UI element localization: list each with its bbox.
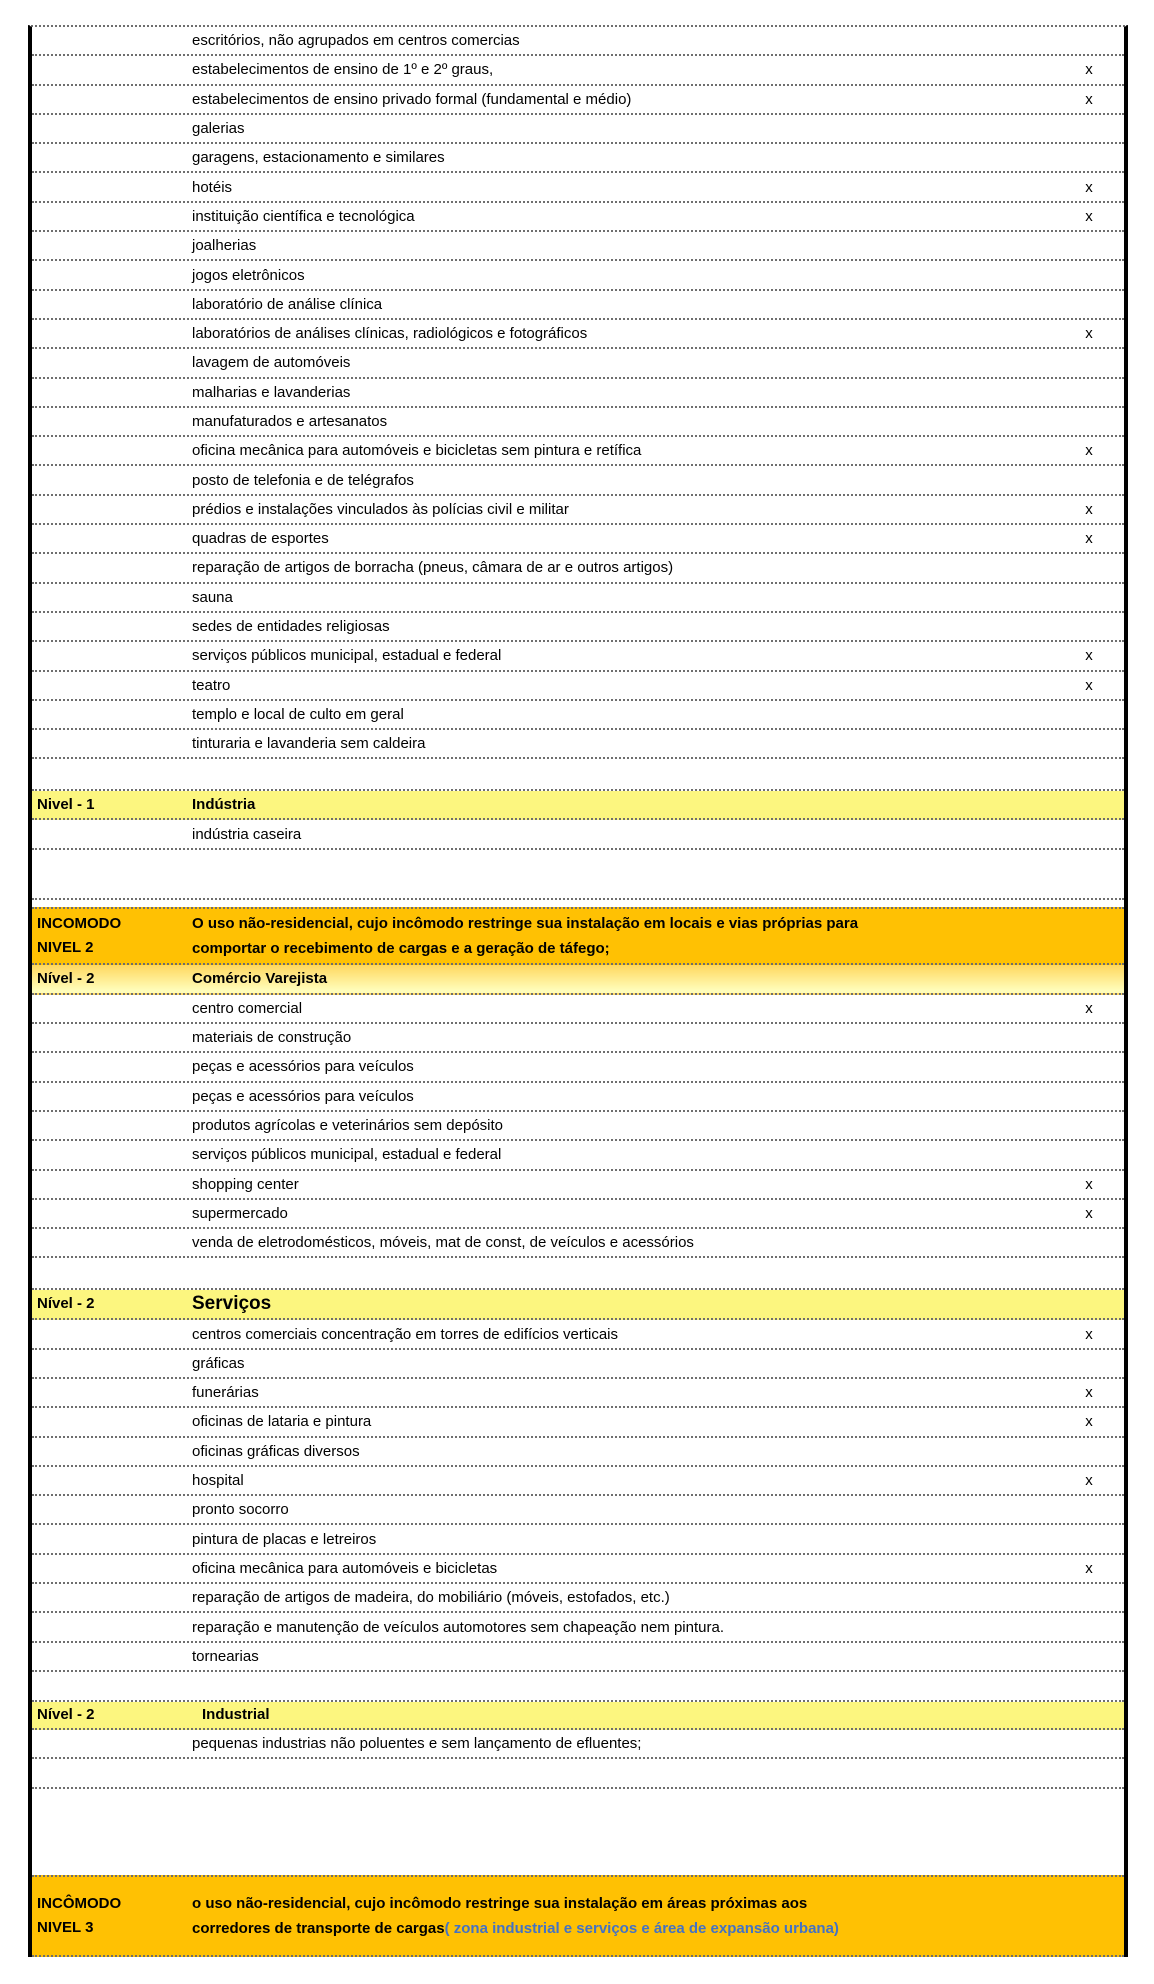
use-row	[32, 261, 1124, 290]
use-row	[32, 1141, 1124, 1170]
category-title: Serviços	[192, 1293, 272, 1315]
use-label: pequenas industrias não poluentes e sem lançamento de efluentes;	[192, 1735, 642, 1753]
x-mark-cell	[1054, 1176, 1124, 1193]
x-mark-cell	[1054, 677, 1124, 694]
use-row	[32, 115, 1124, 144]
use-label: venda de eletrodomésticos, móveis, mat de const, de veículos e acessórios	[192, 1234, 694, 1252]
x-mark-cell	[1054, 1413, 1124, 1430]
use-label: templo e local de culto em geral	[192, 705, 404, 723]
use-label: laboratório de análise clínica	[192, 295, 383, 313]
permitted-x-mark: x	[1085, 61, 1093, 79]
level-header-row	[32, 965, 1124, 995]
use-label: supermercado	[192, 1204, 288, 1222]
x-mark-cell	[1054, 1384, 1124, 1401]
use-row	[32, 379, 1124, 408]
incomodo-description	[192, 911, 1124, 961]
spacer-row	[32, 850, 1124, 900]
x-mark-cell	[1054, 179, 1124, 196]
x-mark-cell	[1054, 1205, 1124, 1222]
level-label: Nivel - 1	[37, 795, 95, 813]
use-row	[32, 1083, 1124, 1112]
x-mark-cell	[1054, 1560, 1124, 1577]
permitted-x-mark: x	[1085, 1384, 1093, 1402]
incomodo-level-label	[32, 1892, 192, 1940]
use-label: galerias	[192, 120, 245, 138]
use-label: peças e acessórios para veículos	[192, 1087, 414, 1105]
use-label: escritórios, não agrupados em centros comercias	[192, 32, 520, 50]
use-row	[32, 1320, 1124, 1349]
use-row	[32, 466, 1124, 495]
use-label: centros comerciais concentração em torres de edifícios verticais	[192, 1325, 619, 1343]
x-mark-cell	[1054, 501, 1124, 518]
use-row	[32, 1555, 1124, 1584]
level-header-row	[32, 791, 1124, 820]
permitted-x-mark: x	[1085, 676, 1093, 694]
x-mark-cell	[1054, 61, 1124, 78]
permitted-x-mark: x	[1085, 647, 1093, 665]
use-label: gráficas	[192, 1354, 245, 1372]
incomodo-level-label-line: NIVEL 2	[37, 938, 94, 956]
level-header-row	[32, 1702, 1124, 1730]
use-label: posto de telefonia e de telégrafos	[192, 471, 414, 489]
permitted-x-mark: x	[1085, 1175, 1093, 1193]
x-mark-cell	[1054, 530, 1124, 547]
x-mark-cell	[1054, 325, 1124, 342]
x-mark-cell	[1054, 1472, 1124, 1489]
use-row	[32, 349, 1124, 378]
use-label: joalherias	[192, 237, 257, 255]
use-label: instituição científica e tecnológica	[192, 207, 415, 225]
permitted-x-mark: x	[1085, 325, 1093, 343]
x-mark-cell	[1054, 1326, 1124, 1343]
use-row	[32, 820, 1124, 849]
incomodo-description-line	[192, 1891, 1124, 1916]
incomodo-description-line	[192, 936, 1124, 961]
use-row	[32, 1730, 1124, 1759]
use-label: serviços públicos municipal, estadual e federal	[192, 1146, 502, 1164]
use-label: reparação e manutenção de veículos automotores sem chapeação nem pintura.	[192, 1618, 724, 1636]
incomodo-header-row	[32, 907, 1124, 965]
permitted-x-mark: x	[1085, 1204, 1093, 1222]
incomodo-description-text: corredores de transporte de cargas	[192, 1920, 445, 1938]
use-label: garagens, estacionamento e similares	[192, 149, 445, 167]
level-label: Nível - 2	[37, 969, 95, 987]
permitted-x-mark: x	[1085, 1413, 1093, 1431]
use-label: oficina mecânica para automóveis e bicicletas sem pintura e retífica	[192, 442, 642, 460]
use-row	[32, 1350, 1124, 1379]
use-label: manufaturados e artesanatos	[192, 413, 388, 430]
use-row	[32, 584, 1124, 613]
use-row	[32, 1467, 1124, 1496]
use-label: estabelecimentos de ensino privado formal (fundamental e médio)	[192, 90, 632, 108]
use-row	[32, 1200, 1124, 1229]
use-row	[32, 86, 1124, 115]
incomodo-description-line	[192, 911, 1124, 936]
incomodo-level-label-line: INCOMODO	[37, 914, 122, 932]
use-label: tinturaria e lavanderia sem caldeira	[192, 735, 426, 753]
use-label: reparação de artigos de borracha (pneus, câmara de ar e outros artigos)	[192, 559, 674, 577]
incomodo-level-label-line: INCÔMODO	[37, 1895, 122, 1913]
use-row	[32, 27, 1124, 56]
use-row	[32, 1053, 1124, 1082]
use-row	[32, 144, 1124, 173]
permitted-x-mark: x	[1085, 178, 1093, 196]
use-row	[32, 995, 1124, 1024]
use-label: hotéis	[192, 178, 233, 196]
x-mark-cell	[1054, 442, 1124, 459]
use-row	[32, 1438, 1124, 1467]
use-row	[32, 320, 1124, 349]
use-label: quadras de esportes	[192, 530, 329, 548]
use-row	[32, 1112, 1124, 1141]
use-row	[32, 642, 1124, 671]
category-title: Industrial	[202, 1706, 270, 1724]
use-row	[32, 525, 1124, 554]
x-mark-cell	[1054, 1000, 1124, 1017]
spacer-row	[32, 1672, 1124, 1702]
spacer-row	[32, 1789, 1124, 1875]
use-row	[32, 672, 1124, 701]
use-row	[32, 437, 1124, 466]
use-row	[32, 1525, 1124, 1554]
permitted-x-mark: x	[1085, 500, 1093, 518]
use-label: prédios e instalações vinculados às polícias civil e militar	[192, 500, 569, 518]
use-label: indústria caseira	[192, 825, 302, 843]
use-row	[32, 1024, 1124, 1053]
use-row	[32, 554, 1124, 583]
use-label: serviços públicos municipal, estadual e federal	[192, 647, 502, 665]
use-row	[32, 1613, 1124, 1642]
use-label: reparação de artigos de madeira, do mobiliário (móveis, estofados, etc.)	[192, 1589, 670, 1607]
incomodo-description-text: O uso não-residencial, cujo incômodo restringe sua instalação em locais e vias próprias para	[192, 914, 859, 932]
spacer-row	[32, 759, 1124, 791]
use-label: jogos eletrônicos	[192, 266, 305, 284]
use-label: produtos agrícolas e veterinários sem depósito	[192, 1117, 504, 1135]
use-row	[32, 496, 1124, 525]
use-row	[32, 730, 1124, 759]
incomodo-level-label-line: NIVEL 3	[37, 1919, 94, 1937]
permitted-x-mark: x	[1085, 90, 1093, 108]
use-row	[32, 1496, 1124, 1525]
use-label: estabelecimentos de ensino de 1º e 2º graus,	[192, 61, 494, 79]
use-row	[32, 203, 1124, 232]
permitted-x-mark: x	[1085, 999, 1093, 1017]
incomodo-description-text: comportar o recebimento de cargas e a geração de táfego;	[192, 939, 610, 957]
permitted-x-mark: x	[1085, 442, 1093, 460]
category-title: Comércio Varejista	[192, 970, 328, 988]
incomodo-header-row	[32, 1875, 1124, 1957]
incomodo-description-line	[192, 1916, 1124, 1941]
use-label: hospital	[192, 1472, 244, 1490]
use-label: centro comercial	[192, 999, 303, 1017]
use-label: oficina mecânica para automóveis e bicicletas	[192, 1559, 498, 1577]
use-row	[32, 1643, 1124, 1672]
permitted-x-mark: x	[1085, 530, 1093, 548]
use-row	[32, 408, 1124, 437]
permitted-x-mark: x	[1085, 207, 1093, 225]
category-title: Indústria	[192, 796, 256, 814]
incomodo-description	[192, 1891, 1124, 1941]
use-row	[32, 701, 1124, 730]
use-label: sedes de entidades religiosas	[192, 618, 390, 636]
permitted-x-mark: x	[1085, 1559, 1093, 1577]
use-label: oficinas gráficas diversos	[192, 1442, 360, 1460]
use-row	[32, 1379, 1124, 1408]
use-row	[32, 1408, 1124, 1437]
level-header-row	[32, 1290, 1124, 1320]
use-label: laboratórios de análises clínicas, radiológicos e fotográficos	[192, 325, 588, 343]
incomodo-level-label	[32, 912, 192, 960]
use-row	[32, 173, 1124, 202]
permitted-x-mark: x	[1085, 1325, 1093, 1343]
x-mark-cell	[1054, 647, 1124, 664]
use-label: funerárias	[192, 1384, 259, 1402]
use-row	[32, 232, 1124, 261]
use-row	[32, 291, 1124, 320]
x-mark-cell	[1054, 91, 1124, 108]
use-label: pintura de placas e letreiros	[192, 1530, 377, 1548]
use-label: peças e acessórios para veículos	[192, 1058, 414, 1076]
use-label: pronto socorro	[192, 1501, 289, 1519]
use-label: lavagem de automóveis	[192, 354, 351, 372]
use-row	[32, 56, 1124, 85]
spacer-row	[32, 900, 1124, 907]
spacer-row	[32, 1759, 1124, 1789]
incomodo-description-zone-note: ( zona industrial e serviços e área de expansão urbana)	[444, 1920, 839, 1938]
use-label: shopping center	[192, 1175, 299, 1193]
use-row	[32, 1229, 1124, 1258]
use-label: teatro	[192, 676, 231, 694]
incomodo-description-text: o uso não-residencial, cujo incômodo restringe sua instalação em áreas próximas aos	[192, 1895, 808, 1913]
x-mark-cell	[1054, 208, 1124, 225]
use-label: sauna	[192, 588, 233, 606]
permitted-x-mark: x	[1085, 1472, 1093, 1490]
spacer-row	[32, 1258, 1124, 1290]
level-label: Nível - 2	[37, 1295, 95, 1313]
use-label: materiais de construção	[192, 1029, 352, 1047]
use-label: tornearias	[192, 1647, 259, 1665]
zoning-uses-table	[28, 25, 1128, 1957]
use-row	[32, 1171, 1124, 1200]
use-label: malharias e lavanderias	[192, 383, 351, 401]
use-row	[32, 1584, 1124, 1613]
level-label: Nível - 2	[37, 1705, 95, 1723]
use-label: oficinas de lataria e pintura	[192, 1413, 372, 1431]
use-row	[32, 613, 1124, 642]
